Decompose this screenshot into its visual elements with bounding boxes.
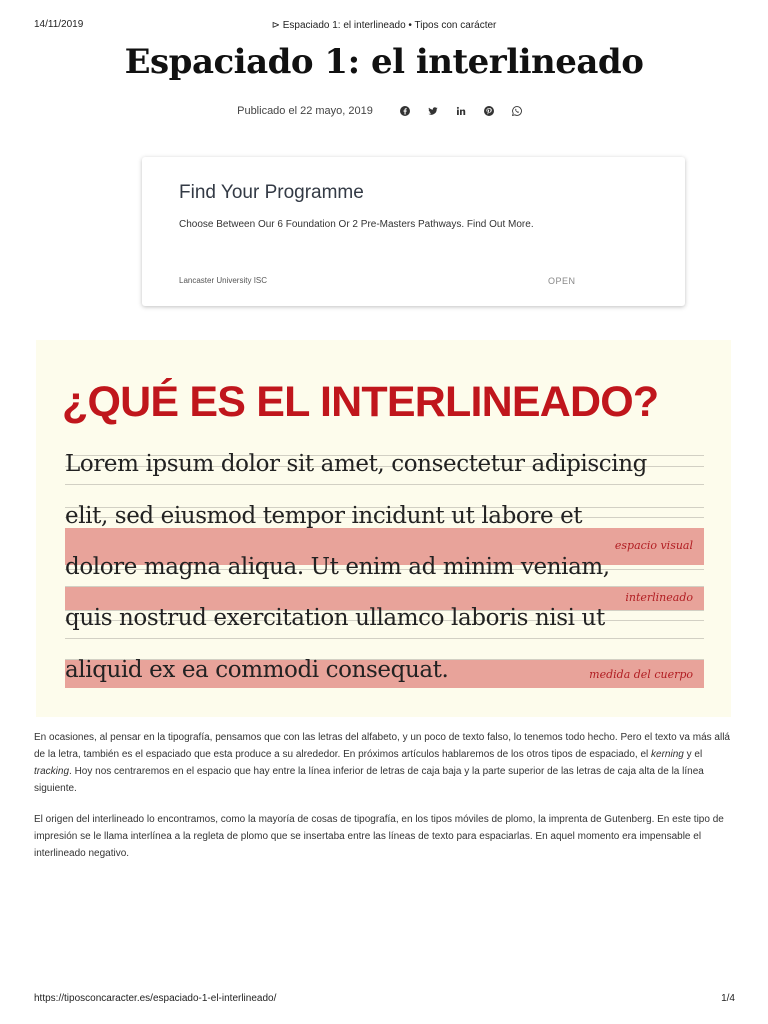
leading-illustration	[36, 340, 731, 717]
ad-card[interactable]	[142, 157, 685, 306]
pinterest-icon[interactable]	[475, 104, 503, 118]
print-page-title: ⊳ Espaciado 1: el interlineado • Tipos con carácter	[271, 20, 497, 31]
sample-line-4: quis nostrud exercitation ullamco laboris nisi ut	[65, 605, 605, 631]
sample-line-5: aliquid ex ea commodi consequat.	[65, 657, 449, 683]
visual-space-label: espacio visual	[614, 539, 693, 552]
ad-title[interactable]: Find Your Programme	[179, 182, 364, 203]
sample-line-2: elit, sed eiusmod tempor incidunt ut labore et	[65, 503, 583, 529]
article-meta	[0, 104, 768, 118]
print-date: 14/11/2019	[34, 19, 84, 30]
paragraph-2: El origen del interlineado lo encontramos, como la mayoría de cosas de tipografía, en los tipos móviles de plomo, la imprenta de Gutenberg. En este tipo de impresión se le llama interlínea a la regleta de plomo que se insertaba entre las líneas de texto para espaciarlas. En aquel momento era impensable el interlineado negativo.	[34, 814, 724, 859]
tracking-term: tracking	[34, 766, 70, 777]
sample-line-3: dolore magna aliqua. Ut enim ad minim veniam,	[65, 554, 610, 580]
sample-line-1: Lorem ipsum dolor sit amet, consectetur adipiscing	[65, 451, 647, 477]
kerning-term: kerning	[651, 749, 684, 760]
print-page-number: 1/4	[721, 993, 735, 1004]
body-size-label: medida del cuerpo	[589, 668, 693, 681]
twitter-icon[interactable]	[419, 104, 447, 118]
illustration-title: ¿QUÉ ES EL INTERLINEADO?	[62, 378, 659, 426]
publish-date: Publicado el 22 mayo, 2019	[237, 105, 373, 117]
print-footer-url: https://tiposconcaracter.es/espaciado-1-el-interlineado/	[34, 993, 277, 1004]
ad-advertiser: Lancaster University ISC	[179, 276, 268, 285]
leading-label: interlineado	[625, 591, 693, 604]
ad-open-button[interactable]: OPEN	[548, 276, 576, 286]
article-title: Espaciado 1: el interlineado	[124, 42, 644, 82]
ad-description: Choose Between Our 6 Foundation Or 2 Pre-Masters Pathways. Find Out More.	[179, 219, 534, 230]
facebook-icon[interactable]	[391, 104, 419, 118]
paragraph-1: En ocasiones, al pensar en la tipografía, pensamos que con las letras del alfabeto, y un poco de texto falso, lo tenemos todo hecho. Pero el texto va más allá de la letra, también es el espaciado que esta produce a su alrededor. En próximos artículos hablaremos de los otros tipos de espaciado, el kerning y el tracking. Hoy nos centraremos en el espacio que hay entre la línea inferior de letras de caja baja y la parte superior de las letras de caja alta de la línea siguiente.	[34, 732, 730, 794]
linkedin-icon[interactable]	[447, 104, 475, 118]
whatsapp-icon[interactable]	[503, 104, 531, 118]
